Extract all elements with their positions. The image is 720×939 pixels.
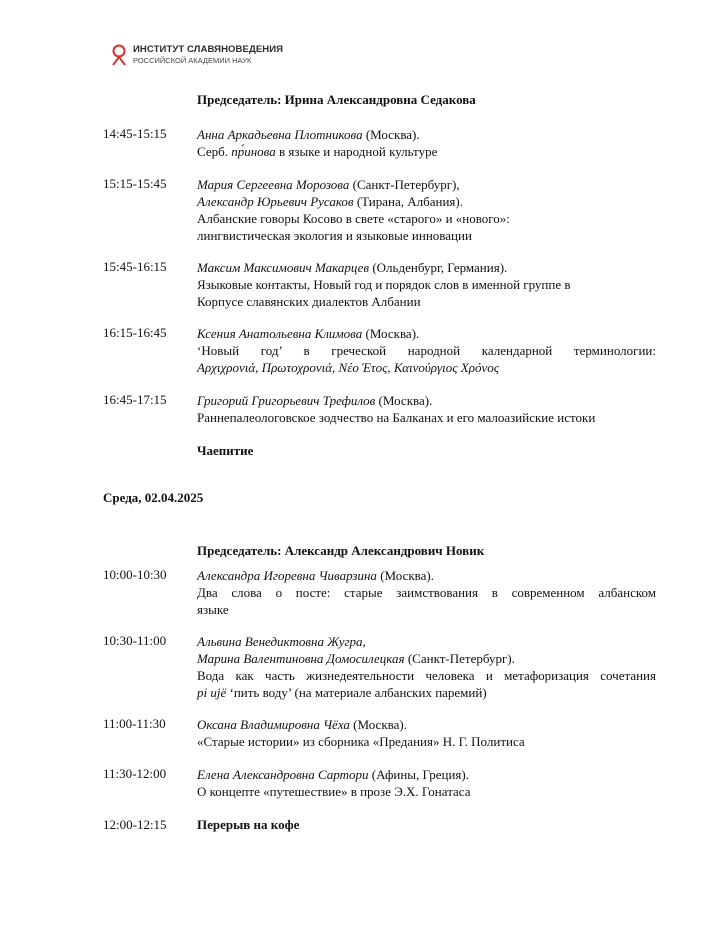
talk-title: лингвистическая экология и языковые инновации <box>197 228 472 243</box>
talk-entry <box>197 392 656 426</box>
talk-title: Корпусе славянских диалектов Албании <box>197 294 421 309</box>
talk-speaker-line <box>197 126 656 143</box>
speaker-place: (Москва). <box>376 568 434 583</box>
logo-line-2: РОССИЙСКОЙ АКАДЕМИИ НАУК <box>133 56 252 65</box>
talk-entry <box>197 633 656 701</box>
talk-speaker-line <box>197 716 656 733</box>
talk-speaker-line <box>197 176 656 193</box>
speaker-place: (Афины, Греция). <box>368 767 469 782</box>
speaker-name: Марина Валентиновна Домосилецкая <box>197 651 405 666</box>
speaker-place: (Москва). <box>349 717 407 732</box>
talk-time: 14:45-15:15 <box>103 126 167 141</box>
speaker-name: Оксана Владимировна Чёха <box>197 717 350 732</box>
speaker-place: (Москва). <box>362 127 420 142</box>
talk-time: 16:15-16:45 <box>103 325 167 340</box>
speaker-name: Григорий Григорьевич Трефилов <box>197 393 376 408</box>
talk-time: 15:45-16:15 <box>103 259 167 274</box>
talk-entry <box>197 259 656 310</box>
talk-title: Два слова о посте: старые заимствования в современном албанском <box>197 585 656 600</box>
institute-emblem-icon <box>110 44 128 66</box>
title-part: в языке и народной культуре <box>275 144 438 159</box>
talk-title: Вода как часть жизнедеятельности человека и метафоризация сочетания <box>197 668 656 683</box>
speaker-place: (Санкт-Петербург). <box>404 651 515 666</box>
talk-speaker-line <box>197 392 656 409</box>
talk-speaker-line <box>197 766 656 783</box>
speaker-name: Анна Аркадьевна Плотникова <box>197 127 363 142</box>
speaker-place: (Тирана, Албания). <box>353 194 463 209</box>
talk-title: Албанские говоры Косово в свете «старого» и «нового»: <box>197 211 510 226</box>
logo-line-1: ИНСТИТУТ СЛАВЯНОВЕДЕНИЯ <box>133 44 284 55</box>
talk-time: 16:45-17:15 <box>103 392 167 407</box>
talk-title <box>197 143 656 160</box>
speaker-place: (Санкт-Петербург), <box>349 177 460 192</box>
speaker-name: Елена Александровна Сартори <box>197 767 369 782</box>
talk-speaker-line <box>197 650 656 667</box>
speaker-place: (Москва). <box>362 326 420 341</box>
speaker-name: Мария Сергеевна Морозова <box>197 177 350 192</box>
title-part: Серб. <box>197 144 232 159</box>
talk-title-greek: Αρχιχρονιά, Πρωτοχρονιά, Νέο Έτος, Καινούργιος Χρόνος <box>197 360 500 375</box>
title-part: ‘пить воду’ (на материале албанских паремий) <box>226 685 487 700</box>
tea-break: Чаепитие <box>197 443 254 458</box>
break-time: 12:00-12:15 <box>103 817 167 832</box>
speaker-place: (Ольденбург, Германия). <box>369 260 508 275</box>
institute-logo <box>110 44 283 66</box>
talk-time: 15:15-15:45 <box>103 176 167 191</box>
talk-speaker-line <box>197 325 656 342</box>
title-italic-word: pi ujë <box>197 685 227 700</box>
talk-title: ‘Новый год’ в греческой народной календарной терминологии: <box>197 343 656 358</box>
talk-title: языке <box>197 602 229 617</box>
coffee-break: Перерыв на кофе <box>197 817 300 832</box>
speaker-name: Альвина Венедиктовна Жугра, <box>197 634 366 649</box>
speaker-name: Александра Игоревна Чиварзина <box>197 568 377 583</box>
talk-entry <box>197 766 656 800</box>
speaker-name: Александр Юрьевич Русаков <box>197 194 354 209</box>
speaker-name: Максим Максимович Макарцев <box>197 260 370 275</box>
talk-time: 11:30-12:00 <box>103 766 167 781</box>
talk-title: Раннепалеологовское зодчество на Балканах и его малоазийские истоки <box>197 410 596 425</box>
speaker-name: Ксения Анатольевна Климова <box>197 326 363 341</box>
talk-title: «Старые истории» из сборника «Предания» Н. Г. Политиса <box>197 734 525 749</box>
talk-speaker-line <box>197 193 656 210</box>
logo-text <box>133 44 283 66</box>
talk-entry <box>197 325 656 376</box>
talk-time: 10:00-10:30 <box>103 567 167 582</box>
talk-title: Языковые контакты, Новый год и порядок слов в именной группе в <box>197 277 571 292</box>
talk-entry <box>197 176 656 244</box>
talk-time: 10:30-11:00 <box>103 633 167 648</box>
title-italic-word: пр́инова <box>231 144 276 159</box>
session-chair: Председатель: Александр Александрович Новик <box>197 543 485 558</box>
talk-entry <box>197 567 656 618</box>
talk-title: О концепте «путешествие» в прозе Э.Х. Гонатаса <box>197 784 471 799</box>
session-chair: Председатель: Ирина Александровна Седакова <box>197 92 476 107</box>
talk-entry <box>197 126 656 160</box>
talk-time: 11:00-11:30 <box>103 716 166 731</box>
talk-title <box>197 684 656 701</box>
talk-speaker-line <box>197 259 656 276</box>
speaker-place: (Москва). <box>375 393 433 408</box>
day-heading: Среда, 02.04.2025 <box>103 490 204 505</box>
talk-entry <box>197 716 656 750</box>
talk-speaker-line <box>197 567 656 584</box>
